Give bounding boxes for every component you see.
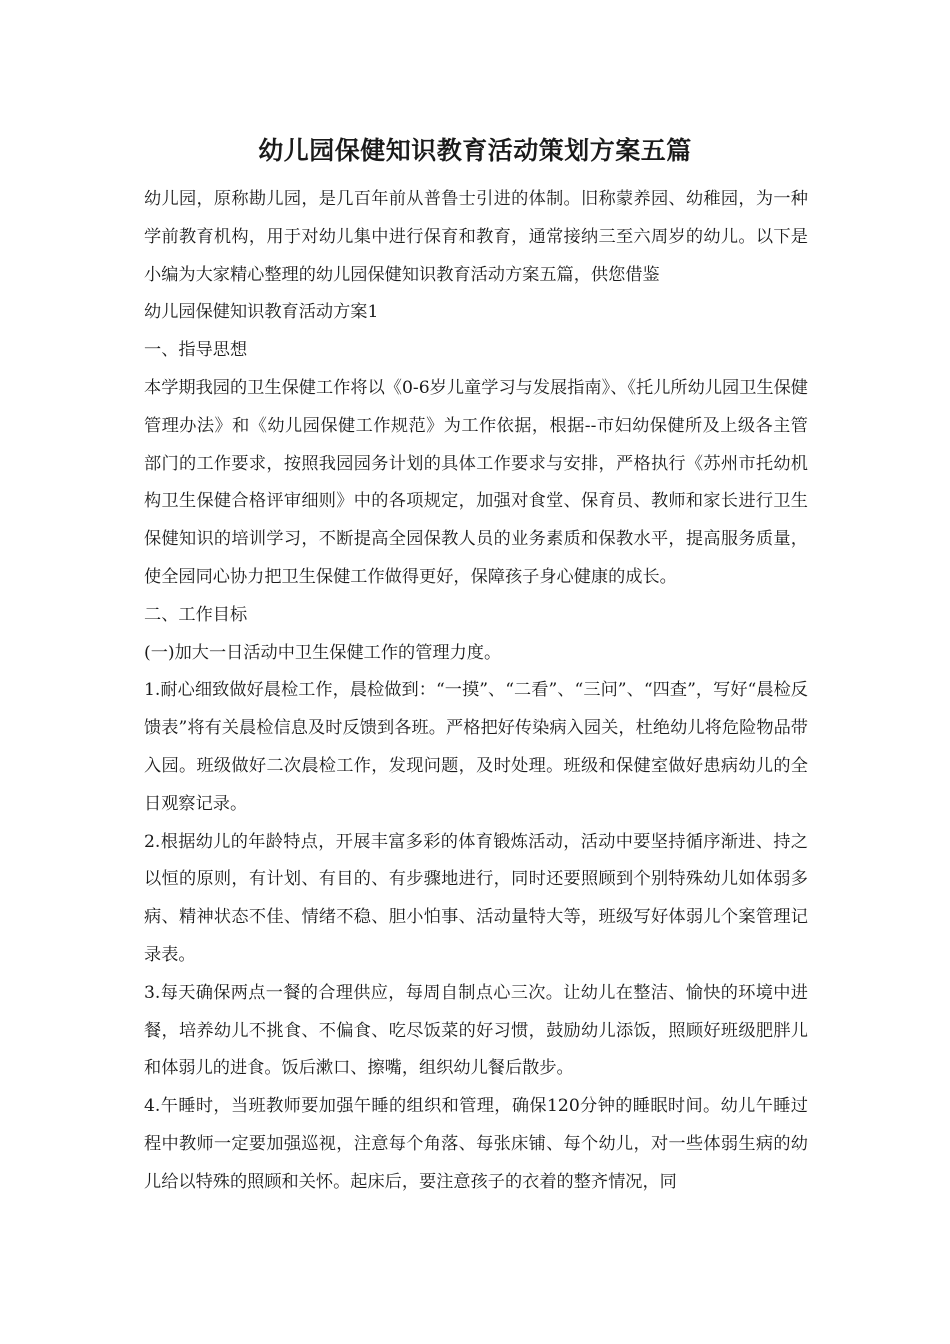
paragraph-item-4: 4.午睡时，当班教师要加强午睡的组织和管理，确保120分钟的睡眠时间。幼儿午睡过程中教师一定要加强巡视，注意每个角落、每张床铺、每个幼儿，对一些体弱生病的幼儿给以特殊的照顾和关怀。起床后，要注意孩子的衣着的整齐情况，同	[144, 1096, 808, 1192]
paragraph-item-2: 2.根据幼儿的年龄特点，开展丰富多彩的体育锻炼活动，活动中要坚持循序渐进、持之以恒的原则，有计划、有目的、有步骤地进行，同时还要照顾到个别特殊幼儿如体弱多病、精神状态不佳、情绪不稳、胆小怕事、活动量特大等，班级写好体弱儿个案管理记录表。	[144, 831, 808, 965]
paragraph-subsection-one: (一)加大一日活动中卫生保健工作的管理力度。	[144, 642, 502, 663]
paragraph-plan-heading: 幼儿园保健知识教育活动方案1	[144, 302, 379, 323]
paragraph-item-3: 3.每天确保两点一餐的合理供应，每周自制点心三次。让幼儿在整洁、愉快的环境中进餐，培养幼儿不挑食、不偏食、吃尽饭菜的好习惯，鼓励幼儿添饭，照顾好班级肥胖儿和体弱儿的进食。饭后漱口、擦嘴，组织幼儿餐后散步。	[144, 982, 808, 1079]
paragraph-section-work-goals: 二、工作目标	[144, 604, 248, 625]
document-title: 幼儿园保健知识教育活动策划方案五篇	[258, 136, 692, 165]
paragraph-item-1: 1.耐心细致做好晨检工作，晨检做到：“一摸”、“二看”、“三问”、“四查”，写好“晨检反馈表”将有关晨检信息及时反馈到各班。严格把好传染病入园关，杜绝幼儿将危险物品带入园。班级做好二次晨检工作，发现问题，及时处理。班级和保健室做好患病幼儿的全日观察记录。	[144, 680, 808, 814]
paragraph-guiding-thought: 本学期我园的卫生保健工作将以《0-6岁儿童学习与发展指南》、《托儿所幼儿园卫生保健管理办法》和《幼儿园保健工作规范》为工作依据，根据--市妇幼保健所及上级各主管部门的工作要求，按照我园园务计划的具体工作要求与安排，严格执行《苏州市托幼机构卫生保健合格评审细则》中的各项规定，加强对食堂、保育员、教师和家长进行卫生保健知识的培训学习，不断提高全园保教人员的业务素质和保教水平，提高服务质量，使全园同心协力把卫生保健工作做得更好，保障孩子身心健康的成长。	[144, 377, 808, 587]
paragraph-section-guiding-thought: 一、指导思想	[144, 340, 248, 361]
paragraph-intro: 幼儿园，原称勘儿园，是几百年前从普鲁士引进的体制。旧称蒙养园、幼稚园，为一种学前教育机构，用于对幼儿集中进行保育和教育，通常接纳三至六周岁的幼儿。以下是小编为大家精心整理的幼儿园保健知识教育活动方案五篇，供您借鉴	[144, 189, 808, 285]
document-body	[144, 181, 808, 1202]
